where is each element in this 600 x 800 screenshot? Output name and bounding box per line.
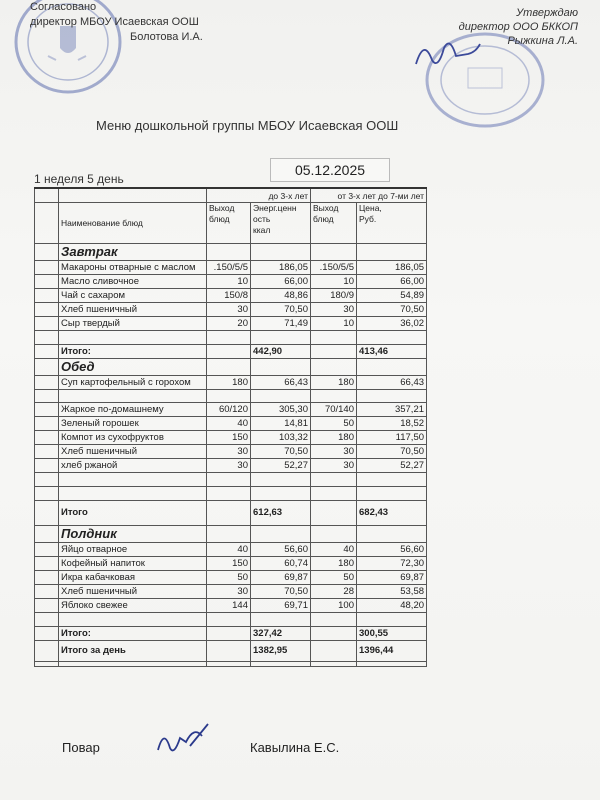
empty-cell xyxy=(35,359,59,376)
empty-cell xyxy=(311,473,357,487)
empty-cell xyxy=(357,487,427,501)
dish-yield-1: 150 xyxy=(207,431,251,445)
empty-cell xyxy=(357,526,427,543)
table-row xyxy=(35,445,427,459)
dish-yield-1: 40 xyxy=(207,417,251,431)
empty-cell xyxy=(35,261,59,275)
empty-cell xyxy=(311,331,357,345)
empty-cell xyxy=(207,359,251,376)
empty-cell xyxy=(59,662,207,667)
dish-price: 70,50 xyxy=(357,445,427,459)
empty-cell xyxy=(311,662,357,667)
dish-price: 66,43 xyxy=(357,376,427,390)
empty-cell xyxy=(207,487,251,501)
dish-energy: 48,86 xyxy=(251,289,311,303)
dish-yield-2: 10 xyxy=(311,275,357,289)
empty-cell xyxy=(35,459,59,473)
section-total-price: 413,46 xyxy=(357,345,427,359)
day-total-label: Итого за день xyxy=(59,641,207,662)
empty-cell xyxy=(251,613,311,627)
empty-cell xyxy=(207,501,251,526)
approval-right-position: директор ООО БККОП xyxy=(458,21,578,33)
table-row xyxy=(35,599,427,613)
menu-table xyxy=(34,187,427,667)
dish-name: Хлеб пшеничный xyxy=(59,303,207,317)
empty-row xyxy=(35,613,427,627)
dish-price: 69,87 xyxy=(357,571,427,585)
dish-yield-1: 150 xyxy=(207,557,251,571)
empty-cell xyxy=(357,473,427,487)
empty-cell xyxy=(35,390,59,403)
day-total-price: 1396,44 xyxy=(357,641,427,662)
table-row xyxy=(35,317,427,331)
dish-price: 66,00 xyxy=(357,275,427,289)
empty-cell xyxy=(35,431,59,445)
dish-price: 54,89 xyxy=(357,289,427,303)
empty-cell xyxy=(251,244,311,261)
table-row xyxy=(35,403,427,417)
dish-energy: 56,60 xyxy=(251,543,311,557)
dish-name: Сыр твердый xyxy=(59,317,207,331)
dish-yield-2: 30 xyxy=(311,445,357,459)
empty-row xyxy=(35,487,427,501)
empty-cell xyxy=(59,473,207,487)
empty-row xyxy=(35,390,427,403)
dish-yield-1: 30 xyxy=(207,445,251,459)
dish-energy: 60,74 xyxy=(251,557,311,571)
cook-signature-icon xyxy=(150,718,220,758)
empty-cell xyxy=(35,331,59,345)
empty-cell xyxy=(59,331,207,345)
section-header-row xyxy=(35,359,427,376)
empty-row xyxy=(35,662,427,667)
dish-name: Кофейный напиток xyxy=(59,557,207,571)
empty-cell xyxy=(357,390,427,403)
dish-energy: 14,81 xyxy=(251,417,311,431)
dish-yield-2: 10 xyxy=(311,317,357,331)
day-total-energy: 1382,95 xyxy=(251,641,311,662)
empty-cell xyxy=(251,473,311,487)
age-group-1: до 3-х лет xyxy=(207,188,311,203)
dish-name: Чай с сахаром xyxy=(59,289,207,303)
section-total-energy: 327,42 xyxy=(251,627,311,641)
table-row xyxy=(35,376,427,390)
cook-label: Повар xyxy=(62,740,100,755)
empty-cell xyxy=(251,662,311,667)
empty-cell xyxy=(35,445,59,459)
header-yield-2: Выход блюд xyxy=(311,203,357,244)
dish-name: Компот из сухофруктов xyxy=(59,431,207,445)
empty-cell xyxy=(35,585,59,599)
dish-energy: 71,49 xyxy=(251,317,311,331)
dish-yield-2: 30 xyxy=(311,303,357,317)
empty-cell xyxy=(59,390,207,403)
empty-cell xyxy=(35,543,59,557)
dish-yield-2: 50 xyxy=(311,417,357,431)
empty-cell xyxy=(311,359,357,376)
table-row xyxy=(35,557,427,571)
section-total-label: Итого: xyxy=(59,345,207,359)
empty-cell xyxy=(311,641,357,662)
empty-cell xyxy=(35,244,59,261)
empty-cell xyxy=(357,244,427,261)
empty-cell xyxy=(311,613,357,627)
dish-energy: 70,50 xyxy=(251,585,311,599)
dish-price: 53,58 xyxy=(357,585,427,599)
empty-cell xyxy=(207,641,251,662)
section-title: Обед xyxy=(59,359,207,376)
empty-cell xyxy=(357,613,427,627)
empty-cell xyxy=(35,627,59,641)
empty-row xyxy=(35,331,427,345)
empty-cell xyxy=(357,359,427,376)
empty-cell xyxy=(357,662,427,667)
dish-yield-2: 70/140 xyxy=(311,403,357,417)
section-total-row xyxy=(35,345,427,359)
empty-cell xyxy=(357,331,427,345)
dish-energy: 69,71 xyxy=(251,599,311,613)
section-header-row xyxy=(35,526,427,543)
dish-yield-2: 30 xyxy=(311,459,357,473)
table-row xyxy=(35,289,427,303)
dish-price: 357,21 xyxy=(357,403,427,417)
dish-energy: 66,43 xyxy=(251,376,311,390)
menu-date: 05.12.2025 xyxy=(270,158,390,182)
header-energy: Энерг.ценн ость ккал xyxy=(251,203,311,244)
dish-price: 186,05 xyxy=(357,261,427,275)
section-title: Завтрак xyxy=(59,244,207,261)
approval-left xyxy=(30,0,203,45)
dish-yield-1: 180 xyxy=(207,376,251,390)
dish-yield-2: 180 xyxy=(311,376,357,390)
empty-cell xyxy=(35,376,59,390)
dish-price: 56,60 xyxy=(357,543,427,557)
section-total-row xyxy=(35,501,427,526)
empty-cell xyxy=(311,627,357,641)
section-total-energy: 612,63 xyxy=(251,501,311,526)
table-row xyxy=(35,543,427,557)
day-total-row xyxy=(35,641,427,662)
age-group-2: от 3-х лет до 7-ми лет xyxy=(311,188,427,203)
empty-cell xyxy=(35,403,59,417)
empty-cell xyxy=(251,526,311,543)
dish-yield-1: 10 xyxy=(207,275,251,289)
week-day-label: 1 неделя 5 день xyxy=(34,172,124,186)
dish-yield-2: 180/9 xyxy=(311,289,357,303)
approval-left-position: директор МБОУ Исаевская ООШ xyxy=(30,16,199,28)
dish-yield-1: 30 xyxy=(207,585,251,599)
empty-cell xyxy=(251,331,311,345)
dish-yield-1: 50 xyxy=(207,571,251,585)
empty-cell xyxy=(35,487,59,501)
header-yield-1: Выход блюд xyxy=(207,203,251,244)
section-total-price: 300,55 xyxy=(357,627,427,641)
empty-cell xyxy=(207,526,251,543)
dish-yield-2: 180 xyxy=(311,431,357,445)
empty-cell xyxy=(251,487,311,501)
dish-name: Яйцо отварное xyxy=(59,543,207,557)
approval-right-person: Рыжкина Л.А. xyxy=(507,35,578,47)
empty-cell xyxy=(35,289,59,303)
dish-yield-2: 100 xyxy=(311,599,357,613)
empty-cell xyxy=(35,473,59,487)
empty-cell xyxy=(311,501,357,526)
empty-cell xyxy=(311,487,357,501)
table-row xyxy=(35,431,427,445)
dish-energy: 186,05 xyxy=(251,261,311,275)
approval-left-label: Согласовано xyxy=(30,1,97,13)
dish-yield-2: 50 xyxy=(311,571,357,585)
table-row xyxy=(35,303,427,317)
header-price: Цена, Руб. xyxy=(357,203,427,244)
empty-cell xyxy=(35,317,59,331)
dish-yield-1: 30 xyxy=(207,303,251,317)
table-row xyxy=(35,275,427,289)
dish-yield-1: 144 xyxy=(207,599,251,613)
dish-energy: 103,32 xyxy=(251,431,311,445)
approval-signature-icon xyxy=(410,34,490,74)
dish-yield-1: 20 xyxy=(207,317,251,331)
dish-price: 117,50 xyxy=(357,431,427,445)
dish-energy: 70,50 xyxy=(251,303,311,317)
empty-cell xyxy=(35,417,59,431)
empty-cell xyxy=(207,613,251,627)
empty-cell xyxy=(35,662,59,667)
empty-cell xyxy=(207,345,251,359)
empty-cell xyxy=(35,275,59,289)
empty-cell xyxy=(35,526,59,543)
cook-name: Кавылина Е.С. xyxy=(250,740,340,755)
page-title: Меню дошкольной группы МБОУ Исаевская ООШ xyxy=(96,118,399,133)
dish-price: 48,20 xyxy=(357,599,427,613)
dish-price: 52,27 xyxy=(357,459,427,473)
dish-yield-2: .150/5/5 xyxy=(311,261,357,275)
section-total-label: Итого: xyxy=(59,627,207,641)
header-dish-name: Наименование блюд xyxy=(59,203,207,244)
dish-energy: 70,50 xyxy=(251,445,311,459)
dish-price: 70,50 xyxy=(357,303,427,317)
empty-cell xyxy=(59,487,207,501)
dish-price: 36,02 xyxy=(357,317,427,331)
dish-yield-2: 28 xyxy=(311,585,357,599)
empty-cell xyxy=(35,571,59,585)
empty-cell xyxy=(35,303,59,317)
section-total-row xyxy=(35,627,427,641)
empty-cell xyxy=(35,613,59,627)
dish-name: Масло сливочное xyxy=(59,275,207,289)
dish-name: Яблоко свежее xyxy=(59,599,207,613)
table-row xyxy=(35,459,427,473)
empty-cell xyxy=(311,526,357,543)
dish-yield-1: 60/120 xyxy=(207,403,251,417)
empty-cell xyxy=(207,390,251,403)
empty-cell xyxy=(311,390,357,403)
section-total-label: Итого xyxy=(59,501,207,526)
empty-cell xyxy=(251,390,311,403)
dish-energy: 52,27 xyxy=(251,459,311,473)
empty-cell xyxy=(207,662,251,667)
table-row xyxy=(35,571,427,585)
empty-cell xyxy=(35,641,59,662)
section-header-row xyxy=(35,244,427,261)
dish-name: Хлеб пшеничный xyxy=(59,445,207,459)
dish-name: Макароны отварные с маслом xyxy=(59,261,207,275)
section-total-price: 682,43 xyxy=(357,501,427,526)
empty-cell xyxy=(251,359,311,376)
empty-row xyxy=(35,473,427,487)
empty-cell xyxy=(35,599,59,613)
empty-cell xyxy=(35,557,59,571)
dish-name: Зеленый горошек xyxy=(59,417,207,431)
table-row xyxy=(35,261,427,275)
dish-price: 18,52 xyxy=(357,417,427,431)
dish-energy: 66,00 xyxy=(251,275,311,289)
table-row xyxy=(35,417,427,431)
empty-cell xyxy=(311,244,357,261)
empty-cell xyxy=(207,331,251,345)
dish-energy: 305,30 xyxy=(251,403,311,417)
empty-cell xyxy=(207,627,251,641)
empty-cell xyxy=(59,613,207,627)
dish-yield-1: 150/8 xyxy=(207,289,251,303)
dish-yield-1: .150/5/5 xyxy=(207,261,251,275)
empty-cell xyxy=(207,473,251,487)
approval-right-label: Утверждаю xyxy=(516,7,578,19)
section-total-energy: 442,90 xyxy=(251,345,311,359)
empty-cell xyxy=(207,244,251,261)
empty-cell xyxy=(311,345,357,359)
dish-yield-1: 40 xyxy=(207,543,251,557)
section-title: Полдник xyxy=(59,526,207,543)
empty-cell xyxy=(35,345,59,359)
empty-cell xyxy=(35,501,59,526)
dish-name: хлеб ржаной xyxy=(59,459,207,473)
table-row xyxy=(35,585,427,599)
dish-yield-2: 180 xyxy=(311,557,357,571)
dish-name: Икра кабачковая xyxy=(59,571,207,585)
dish-name: Хлеб пшеничный xyxy=(59,585,207,599)
dish-name: Жаркое по-домашнему xyxy=(59,403,207,417)
dish-energy: 69,87 xyxy=(251,571,311,585)
dish-yield-1: 30 xyxy=(207,459,251,473)
dish-name: Суп картофельный с горохом xyxy=(59,376,207,390)
approval-left-person: Болотова И.А. xyxy=(130,31,203,43)
dish-price: 72,30 xyxy=(357,557,427,571)
dish-yield-2: 40 xyxy=(311,543,357,557)
